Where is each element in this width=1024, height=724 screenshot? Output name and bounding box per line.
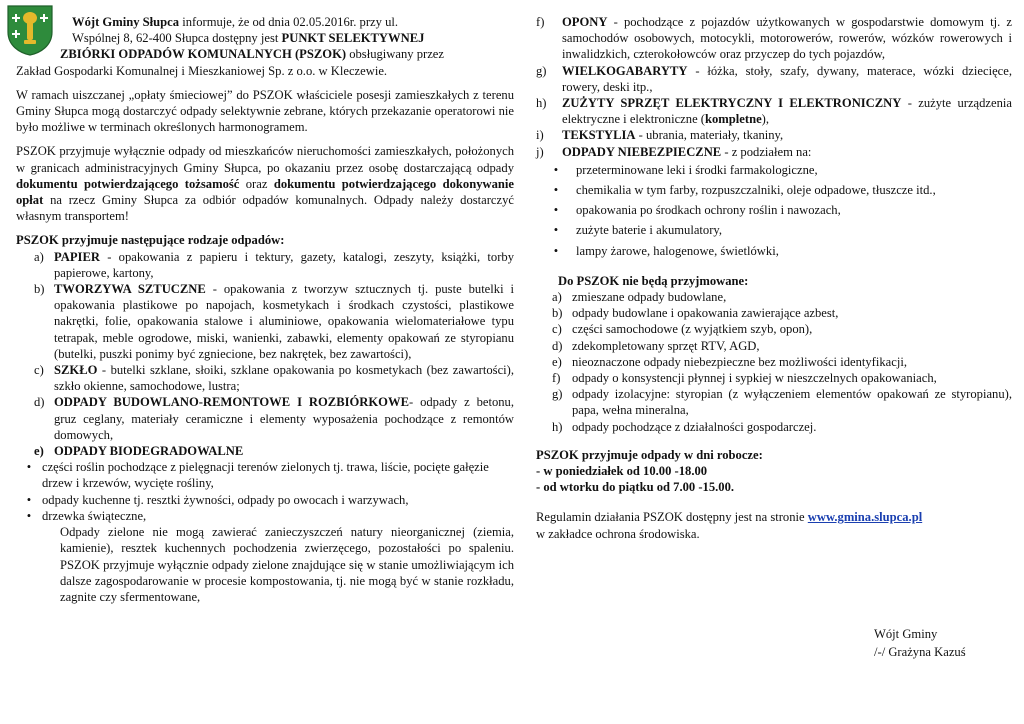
paragraph-eligibility: PSZOK przyjmuje wyłącznie odpady od mieszkańców nieruchomości zamieszkałych, położonych w granicach administracyjnych Gminy Słupca, po okazaniu przez osobę dostarczającą odpady dokumentu potwierdzającego tożsamość oraz dokumentu potwierdzającego dokonywanie opłat na rzecz Gminy Słupca za odbiór odpadów komunalnych. Odpady należy dostarczyć własnym transportem! xyxy=(16,144,514,224)
rejected-item: b) odpady budowlane i opakowania zawierające azbest, xyxy=(552,306,839,321)
list-item: d) ODPADY BUDOWLANO-REMONTOWE I ROZBIÓRKOWE- odpady z betonu, gruz ceglany, materiały ceramiczne i elementy wyposażenia pochodzące z remontów domowych, xyxy=(34,395,514,442)
website-link[interactable]: www.gmina.slupca.pl xyxy=(807,510,923,525)
intro xyxy=(16,14,514,79)
hazard-bullet: • opakowania po środkach ochrony roślin i nawozach, xyxy=(553,203,841,218)
bio-bullet: • części roślin pochodzące z pielęgnacji terenów zielonych tj. trawa, liście, pocięte gałęzie drzew i krzewów, wycięte rośliny, xyxy=(26,460,489,491)
intro-line1: informuje, że od dnia 02.05.2016r. przy ul. xyxy=(179,15,399,29)
intro-pszok-1: PUNKT SELEKTYWNEJ xyxy=(281,31,425,46)
bio-note: Odpady zielone nie mogą zawierać zanieczyszczeń natury nieorganicznej (ziemia, kamienie), resztek kuchennych pochodzenia zwierzęcego, pozostałości po spaleniu. PSZOK przyjmuje wyłącznie odpady zielone znajdujące się w stanie umożliwiającym ich dalsze zagospodarowanie w procesie kompostowania, tj. nie mogą być w stanie rozkładu, zagnite czy sfermentowane, xyxy=(60,525,514,604)
bio-bullet: • odpady kuchenne tj. resztki żywności, odpady po owocach i warzywach, xyxy=(26,492,409,507)
rejected-item: d) zdekompletowany sprzęt RTV, AGD, xyxy=(552,338,760,353)
list-item: f) OPONY - pochodzące z pojazdów użytkowanych w gospodarstwie domowym tj. z samochodów osobowych, motocykli, motorowerów, rowerów, wózków rowerowych i inwalidzkich, czterokołowców oraz przyczep do tych pojazdów, xyxy=(536,15,1012,62)
rejected-heading: Do PSZOK nie będą przyjmowane: xyxy=(558,273,749,288)
rejected-item: h) odpady pochodzące z działalności gospodarczej. xyxy=(552,419,817,434)
signature-name: /-/ Grażyna Kazuś xyxy=(874,645,966,659)
bio-bullet: • drzewka świąteczne, xyxy=(26,508,147,523)
regulamin-text: Regulamin działania PSZOK dostępny jest na stronie www.gmina.slupca.pl xyxy=(536,510,923,525)
hazard-bullet: • przeterminowane leki i środki farmakologiczne, xyxy=(553,162,818,177)
intro-wojt: Wójt Gminy Słupca xyxy=(72,15,180,29)
hazard-bullet: • lampy żarowe, halogenowe, świetlówki, xyxy=(553,243,779,258)
intro-line3: obsługiwany przez xyxy=(346,47,444,62)
accepted-heading: PSZOK przyjmuje następujące rodzaje odpadów: xyxy=(16,233,285,248)
list-item: a) PAPIER - opakowania z papieru i tektury, gazety, katalogi, zeszyty, książki, torby papierowe, kartony, xyxy=(34,249,514,280)
hazard-bullet: • zużyte baterie i akumulatory, xyxy=(553,223,723,238)
hazard-bullet: • chemikalia w tym farby, rozpuszczalniki, oleje odpadowe, tłuszcze itd., xyxy=(553,183,936,198)
list-item: b) TWORZYWA SZTUCZNE - opakowania z tworzyw sztucznych tj. puste butelki i opakowania plastikowe po napojach, kosmetykach i środkach czystości, plastikowe nakrętki, folie, opakowania stalowe i aluminiowe, opakowania wielomateriałowe typu tetrapak, meble ogrodowe, miski, wanienki, zabawki, elementy opakowań ze styropianu (butelki, puszki ponimy być zgniecione, bez nakrętek, bez zawartości), xyxy=(34,282,514,361)
intro-pszok-2: ZBIÓRKI ODPADÓW KOMUNALNYCH (PSZOK) xyxy=(60,47,347,62)
intro-line4: Zakład Gospodarki Komunalnej i Mieszkaniowej Sp. z o.o. w Kleczewie. xyxy=(16,63,388,78)
rejected-item: g) odpady izolacyjne: styropian (z wyłączeniem elementów opakowań ze styropianu), papa, wełna mineralna, xyxy=(552,387,1012,418)
rejected-item: f) odpady o konsystencji płynnej i sypkiej w nieszczelnych opakowaniach, xyxy=(552,371,937,386)
signature-title: Wójt Gminy xyxy=(874,627,938,641)
rejected-item: a) zmieszane odpady budowlane, xyxy=(552,290,727,305)
hours-monday: - w poniedziałek od 10.00 -18.00 xyxy=(536,464,708,479)
list-item: e) ODPADY BIODEGRADOWALNE xyxy=(34,444,244,459)
list-item: i) TEKSTYLIA - ubrania, materiały, tkaniny, xyxy=(536,128,784,143)
list-item: j) ODPADY NIEBEZPIECZNE - z podziałem na: xyxy=(536,144,812,159)
signature xyxy=(874,625,966,661)
right-column xyxy=(536,14,1012,542)
rejected-item: e) nieoznaczone odpady niebezpieczne bez możliwości identyfikacji, xyxy=(552,354,907,369)
list-item: g) WIELKOGABARYTY - łóżka, stoły, szafy, dywany, materace, wózki dziecięce, rowery, deski itp., xyxy=(536,63,1012,94)
list-item: h) ZUŻYTY SPRZĘT ELEKTRYCZNY I ELEKTRONICZNY - zużyte urządzenia elektryczne i elektroniczne (kompletne), xyxy=(536,96,1012,127)
hours-weekdays: - od wtorku do piątku od 7.00 -15.00. xyxy=(536,480,735,495)
left-column xyxy=(16,14,514,605)
hours-heading: PSZOK przyjmuje odpady w dni robocze: xyxy=(536,447,763,462)
intro-line2: Wspólnej 8, 62-400 Słupca dostępny jest xyxy=(72,31,282,46)
list-item: c) SZKŁO - butelki szklane, słoiki, szklane opakowania po kosmetykach (bez zawartości), szkło okienne, samochodowe, lustra; xyxy=(34,363,514,394)
paragraph-fee: W ramach uiszczanej „opłaty śmieciowej” do PSZOK właściciele posesji zamieszkałych z terenu Gminy Słupca mogą dostarczyć odpady selektywnie zebrane, których przekazanie operatorowi nie było możliwe w terminach określonych harmonogramem. xyxy=(16,87,514,135)
regulamin-tab: w zakładce ochrona środowiska. xyxy=(536,526,700,541)
rejected-item: c) części samochodowe (z wyjątkiem szyb, opon), xyxy=(552,322,813,337)
